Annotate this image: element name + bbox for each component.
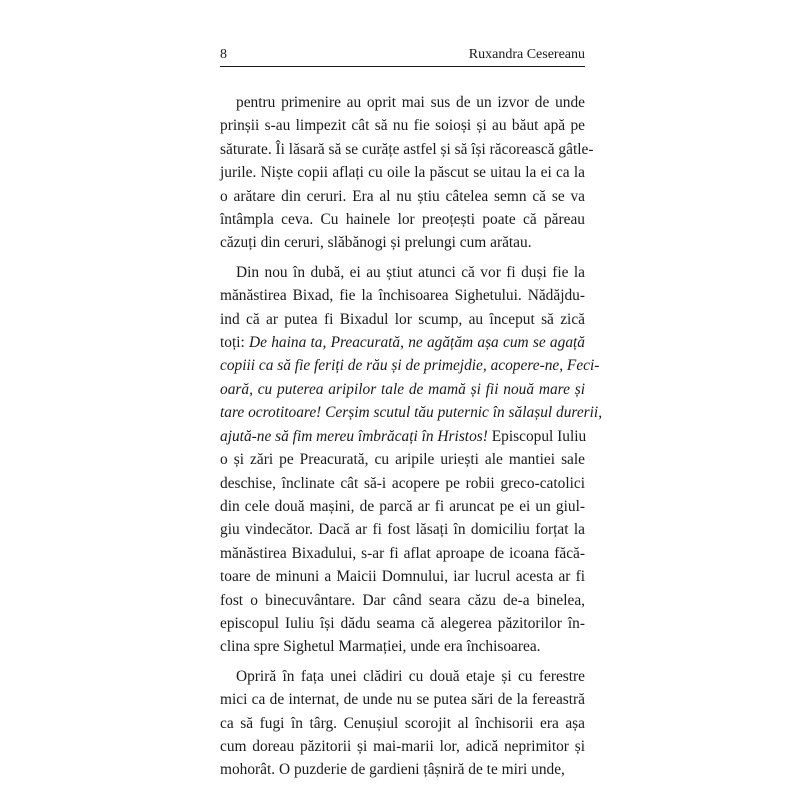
- text-run: întâmpla ceva. Cu hainele lor preoțești poate că păreau: [220, 211, 585, 229]
- text-line: [220, 735, 585, 758]
- book-page: [220, 47, 603, 782]
- text-line: [220, 518, 585, 541]
- italic-run: ajută-ne să fim mereu îmbrăcați în Hristos!: [220, 427, 488, 445]
- text-line: [220, 378, 585, 401]
- text-line: [220, 331, 585, 354]
- paragraph: [220, 91, 594, 255]
- text-line: [220, 495, 585, 518]
- text-run: clina spre Sighetul Marmației, unde era închisoarea.: [220, 638, 541, 656]
- text-run: Din nou în dubă, ei au știut atunci că vor fi duși fie la: [236, 263, 585, 281]
- text-run: fost o binecuvântare. Dar când seara căzu de-a binelea,: [220, 591, 585, 609]
- text-run: episcopul Iuliu își dădu seama că alegerea păzitorilor în-: [220, 614, 585, 632]
- text-run: o și zări pe Preacurată, cu aripile uriești ale mantiei sale: [220, 451, 585, 469]
- text-run: mici ca de internat, de unde nu se putea sări de la fereastră: [220, 691, 585, 709]
- text-line: [220, 665, 585, 688]
- text-line: [220, 542, 585, 565]
- text-line: [220, 91, 585, 114]
- running-head: [220, 47, 585, 67]
- text-run: giu vindecător. Dacă ar fi fost lăsați în domiciliu forțat la: [220, 521, 585, 539]
- body-text: [220, 91, 603, 782]
- text-line: [220, 261, 585, 284]
- italic-run: tare ocrotitoare! Cerșim scutul tău puternic în sălașul durerii,: [220, 404, 603, 422]
- text-line: [220, 185, 585, 208]
- text-run: ca să fugi în târg. Cenușiul scorojit al închisorii era așa: [220, 714, 585, 732]
- paragraph: [220, 261, 603, 659]
- text-line: [220, 425, 585, 448]
- text-run: prinșii s-au limpezit cât să nu fie soioși și au băut apă pe: [220, 117, 585, 135]
- text-line: [220, 448, 585, 471]
- text-line: [220, 589, 585, 612]
- text-line: [220, 472, 585, 495]
- text-run: căzuți din ceruri, slăbănogi și prelungi cum arătau.: [220, 234, 532, 252]
- text-line: [220, 308, 585, 331]
- text-run: mănăstirea Bixad, fie la închisoarea Sighetului. Nădăjdu-: [220, 287, 585, 305]
- text-line: [220, 208, 585, 231]
- text-line: [220, 758, 585, 781]
- text-line: [220, 712, 585, 735]
- text-line: [220, 231, 585, 254]
- italic-run: copiii ca să fie feriți de rău și de primejdie, acopere-ne, Feci-: [220, 357, 600, 375]
- text-line: [220, 635, 585, 658]
- text-run: toare de minuni a Maicii Domnului, iar lucrul acesta ar fi: [220, 568, 585, 586]
- text-run: cum doreau păzitorii și mai-marii lor, adică neprimitor și: [220, 737, 585, 755]
- text-run: mănăstirea Bixadului, s-ar fi aflat aproape de icoana făcă-: [220, 544, 585, 562]
- text-run: săturate. Îi lăsară să se curățe astfel și să își răcorească gâtle-: [220, 140, 594, 158]
- text-line: [220, 401, 603, 424]
- text-run: jurile. Niște copii aflați cu oile la păscut se uitau la ei ca la: [220, 164, 585, 182]
- paragraph: [220, 665, 585, 782]
- text-line: [220, 688, 585, 711]
- text-run: ind că ar putea fi Bixadul lor scump, au început să zică: [220, 310, 585, 328]
- italic-run: De haina ta, Preacurată, ne agățăm așa cum se agață: [249, 334, 585, 352]
- text-run: toți:: [220, 334, 250, 352]
- text-line: [220, 565, 585, 588]
- running-head-author: Ruxandra Cesereanu: [468, 47, 585, 62]
- text-run: din cele două mașini, de parcă ar fi aruncat pe ei un giul-: [220, 497, 585, 515]
- text-line: [220, 354, 600, 377]
- text-run: Opriră în fața unei clădiri cu două etaje și cu ferestre: [236, 667, 585, 685]
- text-run: pentru primenire au oprit mai sus de un izvor de unde: [236, 94, 585, 111]
- text-run: Episcopul Iuliu: [487, 427, 587, 445]
- text-run: o arătare din ceruri. Era al nu știu câtelea semn că se va: [220, 187, 585, 205]
- text-line: [220, 612, 585, 635]
- italic-run: oară, cu puterea aripilor tale de mamă și fii nouă mare și: [220, 380, 585, 398]
- text-run: deschise, înclinate cât să-i acopere pe robii greco-catolici: [220, 474, 585, 492]
- text-line: [220, 161, 585, 184]
- text-run: mohorât. O puzderie de gardieni țâșniră de te miri unde,: [220, 761, 565, 779]
- page-number: 8: [220, 47, 227, 62]
- text-line: [220, 284, 585, 307]
- text-line: [220, 114, 585, 137]
- text-line: [220, 138, 594, 161]
